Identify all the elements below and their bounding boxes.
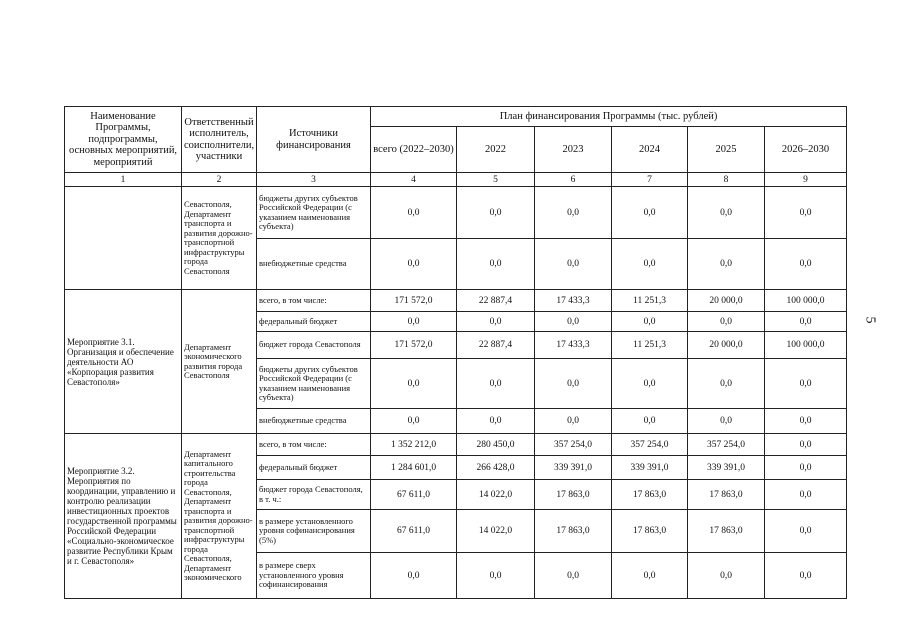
value-cell: 0,0 (765, 456, 847, 480)
value-cell: 0,0 (688, 409, 765, 434)
value-cell: 0,0 (457, 553, 535, 599)
value-cell: 339 391,0 (535, 456, 612, 480)
responsible-cell: Севастополя, Департамент транспорта и развития дорожно-транспортной инфраструктуры города Севастополя (182, 187, 257, 290)
value-cell: 20 000,0 (688, 290, 765, 312)
index-cell: 3 (257, 173, 371, 187)
value-cell: 171 572,0 (371, 332, 457, 359)
source-cell: всего, в том числе: (257, 290, 371, 312)
value-cell: 0,0 (765, 239, 847, 290)
header-total: всего (2022–2030) (371, 127, 457, 173)
index-cell: 7 (612, 173, 688, 187)
responsible-cell: Департамент экономического развития города Севастополя (182, 290, 257, 434)
index-cell: 5 (457, 173, 535, 187)
source-cell: бюджет города Севастополя (257, 332, 371, 359)
value-cell: 357 254,0 (688, 434, 765, 456)
header-year: 2025 (688, 127, 765, 173)
page-number: 5 (862, 316, 878, 324)
value-cell: 17 433,3 (535, 332, 612, 359)
value-cell: 17 433,3 (535, 290, 612, 312)
value-cell: 0,0 (765, 434, 847, 456)
source-cell: бюджеты других субъектов Российской Федерации (с указанием наименования субъекта) (257, 187, 371, 239)
value-cell: 0,0 (371, 409, 457, 434)
value-cell: 0,0 (612, 359, 688, 409)
value-cell: 14 022,0 (457, 510, 535, 553)
source-cell: федеральный бюджет (257, 456, 371, 480)
measure-name-cell: Мероприятие 3.2. Мероприятия по координации, управлению и контролю реализации инвестиционных проектов государственной программы Российской Федерации «Социально-экономическое развитие Республики Крым и г. Севастополя» (65, 434, 182, 599)
value-cell: 0,0 (457, 359, 535, 409)
header-plan: План финансирования Программы (тыс. рублей) (371, 107, 847, 127)
value-cell: 0,0 (612, 553, 688, 599)
header-sources: Источники финансирования (257, 107, 371, 173)
header-year: 2023 (535, 127, 612, 173)
index-cell: 1 (65, 173, 182, 187)
value-cell: 17 863,0 (688, 480, 765, 510)
value-cell: 22 887,4 (457, 290, 535, 312)
financing-table (64, 106, 847, 599)
name-cell-empty (65, 187, 182, 290)
value-cell: 0,0 (371, 359, 457, 409)
value-cell: 0,0 (688, 553, 765, 599)
value-cell: 0,0 (457, 187, 535, 239)
header-responsible: Ответственный исполнитель, соисполнители, участники (182, 107, 257, 173)
value-cell: 0,0 (457, 409, 535, 434)
source-cell: в размере сверх установленного уровня софинансирования (257, 553, 371, 599)
value-cell: 0,0 (688, 312, 765, 332)
index-cell: 6 (535, 173, 612, 187)
value-cell: 17 863,0 (535, 480, 612, 510)
value-cell: 100 000,0 (765, 332, 847, 359)
index-row (65, 173, 847, 187)
value-cell: 11 251,3 (612, 332, 688, 359)
header-year: 2022 (457, 127, 535, 173)
measure-name-cell: Мероприятие 3.1. Организация и обеспечение деятельности АО «Корпорация развития Севастополя» (65, 290, 182, 434)
value-cell: 0,0 (535, 409, 612, 434)
header-name: Наименование Программы, подпрограммы, основных мероприятий, мероприятий (65, 107, 182, 173)
source-cell: всего, в том числе: (257, 434, 371, 456)
table-row (65, 434, 847, 456)
value-cell: 0,0 (688, 187, 765, 239)
value-cell: 11 251,3 (612, 290, 688, 312)
value-cell: 67 611,0 (371, 510, 457, 553)
source-cell: бюджеты других субъектов Российской Федерации (с указанием наименования субъекта) (257, 359, 371, 409)
table-row (65, 187, 847, 239)
value-cell: 14 022,0 (457, 480, 535, 510)
header-year: 2026–2030 (765, 127, 847, 173)
table-row (65, 290, 847, 312)
value-cell: 1 352 212,0 (371, 434, 457, 456)
header-year: 2024 (612, 127, 688, 173)
value-cell: 0,0 (612, 187, 688, 239)
index-cell: 9 (765, 173, 847, 187)
value-cell: 0,0 (765, 312, 847, 332)
value-cell: 0,0 (765, 510, 847, 553)
source-cell: федеральный бюджет (257, 312, 371, 332)
value-cell: 0,0 (765, 553, 847, 599)
value-cell: 171 572,0 (371, 290, 457, 312)
value-cell: 266 428,0 (457, 456, 535, 480)
index-cell: 4 (371, 173, 457, 187)
source-cell: бюджет города Севастополя, в т. ч.: (257, 480, 371, 510)
value-cell: 0,0 (371, 312, 457, 332)
value-cell: 0,0 (688, 239, 765, 290)
value-cell: 0,0 (535, 359, 612, 409)
value-cell: 357 254,0 (535, 434, 612, 456)
value-cell: 339 391,0 (612, 456, 688, 480)
value-cell: 0,0 (535, 239, 612, 290)
index-cell: 2 (182, 173, 257, 187)
responsible-cell: Департамент капитального строительства города Севастополя, Департамент транспорта и развития дорожно-транспортной инфраструктуры города Севастополя, Департамент экономического (182, 434, 257, 599)
source-cell: в размере установленного уровня софинансирования (5%) (257, 510, 371, 553)
value-cell: 0,0 (535, 553, 612, 599)
value-cell: 22 887,4 (457, 332, 535, 359)
value-cell: 100 000,0 (765, 290, 847, 312)
value-cell: 0,0 (371, 239, 457, 290)
value-cell: 0,0 (765, 480, 847, 510)
value-cell: 1 284 601,0 (371, 456, 457, 480)
value-cell: 0,0 (371, 187, 457, 239)
value-cell: 0,0 (765, 187, 847, 239)
value-cell: 280 450,0 (457, 434, 535, 456)
value-cell: 0,0 (612, 239, 688, 290)
value-cell: 0,0 (688, 359, 765, 409)
value-cell: 0,0 (457, 312, 535, 332)
value-cell: 20 000,0 (688, 332, 765, 359)
value-cell: 339 391,0 (688, 456, 765, 480)
value-cell: 0,0 (612, 312, 688, 332)
value-cell: 17 863,0 (535, 510, 612, 553)
value-cell: 17 863,0 (688, 510, 765, 553)
value-cell: 0,0 (612, 409, 688, 434)
value-cell: 357 254,0 (612, 434, 688, 456)
value-cell: 0,0 (765, 409, 847, 434)
value-cell: 17 863,0 (612, 480, 688, 510)
value-cell: 0,0 (457, 239, 535, 290)
value-cell: 0,0 (765, 359, 847, 409)
value-cell: 0,0 (535, 187, 612, 239)
source-cell: внебюджетные средства (257, 239, 371, 290)
value-cell: 0,0 (535, 312, 612, 332)
value-cell: 67 611,0 (371, 480, 457, 510)
index-cell: 8 (688, 173, 765, 187)
value-cell: 17 863,0 (612, 510, 688, 553)
source-cell: внебюджетные средства (257, 409, 371, 434)
value-cell: 0,0 (371, 553, 457, 599)
